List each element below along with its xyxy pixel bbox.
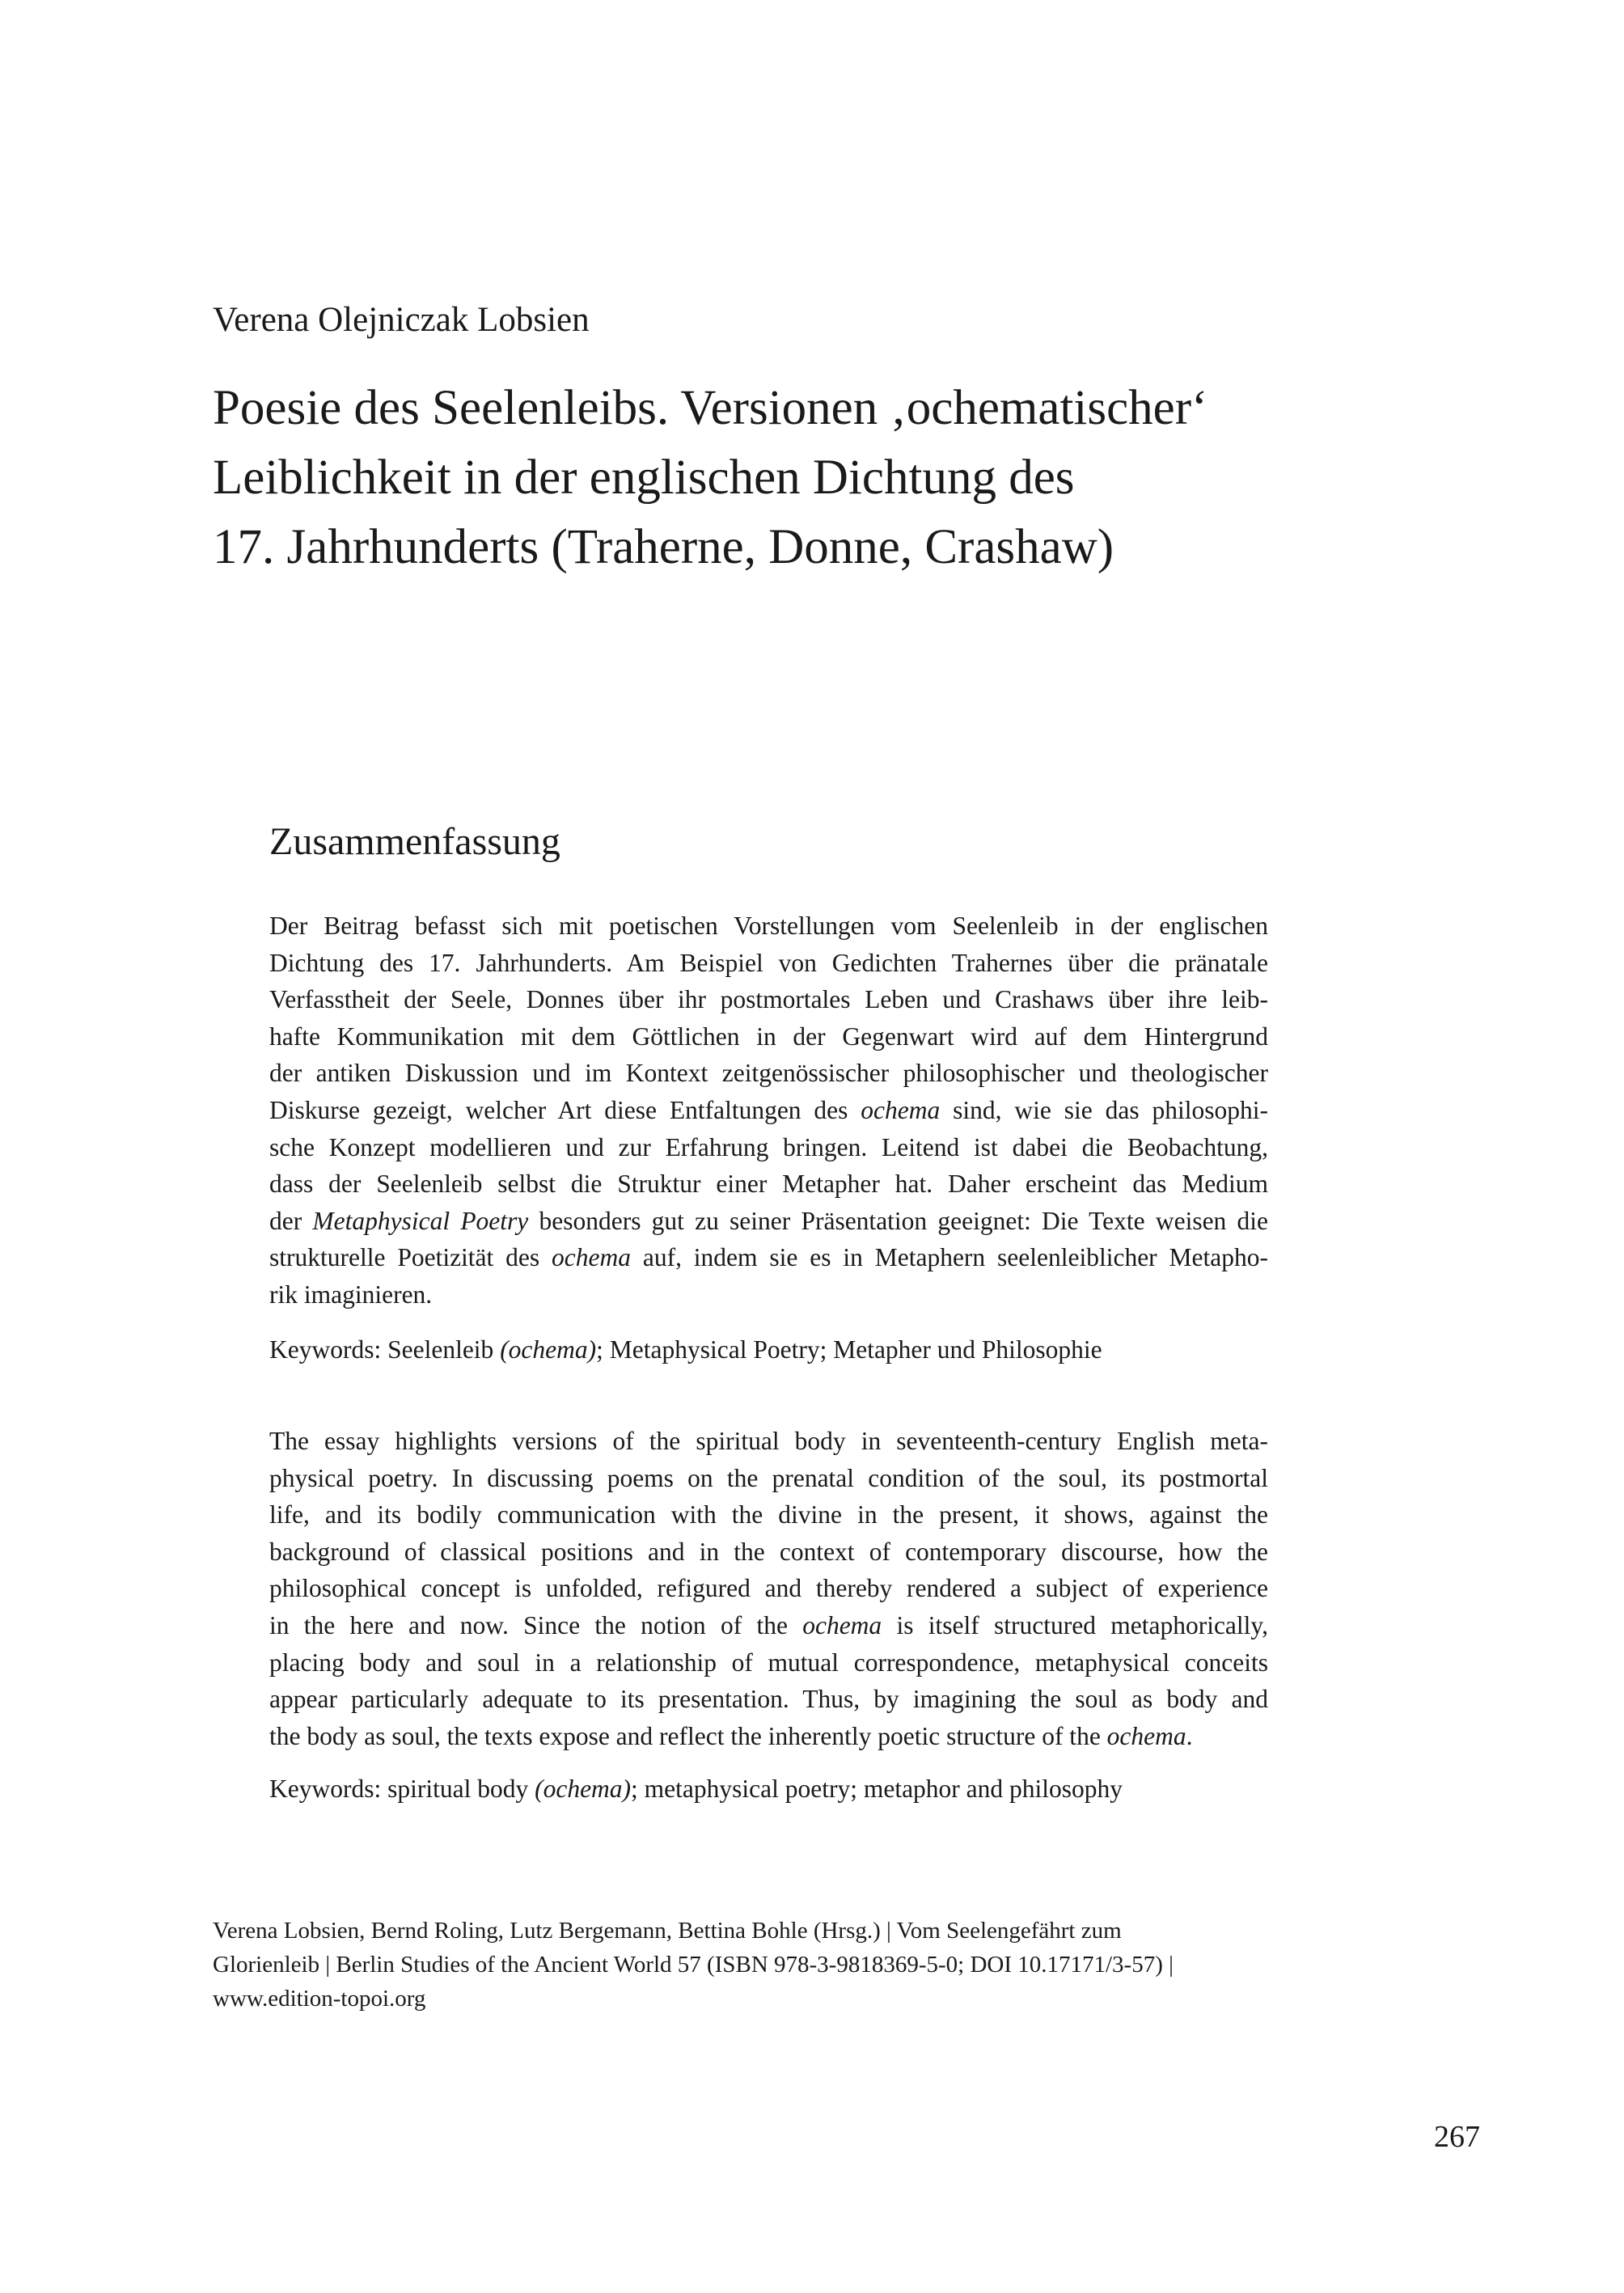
abstract-line: placing body and soul in a relationship of mutual correspondence, metaphysical conceits [269,1648,1268,1677]
keywords-german: Keywords: Seelenleib (ochema); Metaphysical Poetry; Metapher und Philosophie [269,1335,1102,1364]
abstract-line: in the here and now. Since the notion of the ochema is itself structured metaphorically, [269,1610,1268,1639]
italic-term: (ochema) [500,1335,597,1364]
abstract-line: appear particularly adequate to its presentation. Thus, by imagining the soul as body and [269,1685,1268,1714]
abstract-line: physical poetry. In discussing poems on the prenatal condition of the soul, its postmortal [269,1463,1268,1492]
citation-line: Glorienleib | Berlin Studies of the Ancient World 57 (ISBN 978-3-9818369-5-0; DOI 10.17171/3-57) | [213,1952,1174,1978]
abstract-line: hafte Kommunikation mit dem Göttlichen in der Gegenwart wird auf dem Hintergrund [269,1022,1268,1051]
italic-term: ochema [1106,1721,1186,1750]
title-line: 17. Jahrhunderts (Traherne, Donne, Crashaw) [213,520,1114,574]
italic-term: ochema [802,1610,882,1639]
abstract-line: Verfasstheit der Seele, Donnes über ihr postmortales Leben und Crashaws über ihre leib- [269,985,1268,1014]
citation-line: Verena Lobsien, Bernd Roling, Lutz Bergemann, Bettina Bohle (Hrsg.) | Vom Seelengefährt zum [213,1918,1122,1944]
citation-url: www.edition-topoi.org [213,1986,426,2012]
abstract-line: Der Beitrag befasst sich mit poetischen Vorstellungen vom Seelenleib in der englischen [269,912,1268,940]
abstract-line: strukturelle Poetizität des ochema auf, indem sie es in Metaphern seelenleiblicher Metapho- [269,1243,1268,1272]
abstract-line: der antiken Diskussion und im Kontext zeitgenössischer philosophischer und theologischer [269,1059,1268,1088]
title-line: Poesie des Seelenleibs. Versionen ‚ochematischer‘ [213,381,1208,435]
page-number: 267 [1434,2120,1480,2154]
abstract-line: rik imaginieren. [269,1280,433,1309]
italic-term: ochema [861,1095,941,1124]
abstract-german [269,907,1268,1314]
abstract-english [269,1423,1268,1754]
article-title [213,374,1491,582]
keywords-english: Keywords: spiritual body (ochema); metaphysical poetry; metaphor and philosophy [269,1775,1123,1803]
abstract-line: der Metaphysical Poetry besonders gut zu seiner Präsentation geeignet: Die Texte weisen die [269,1206,1268,1235]
abstract-line: Diskurse gezeigt, welcher Art diese Entfaltungen des ochema sind, wie sie das philosophi- [269,1095,1268,1124]
abstract-line: sche Konzept modellieren und zur Erfahrung bringen. Leitend ist dabei die Beobachtung, [269,1132,1268,1161]
abstract-line: Dichtung des 17. Jahrhunderts. Am Beispiel von Gedichten Trahernes über die pränatale [269,948,1268,977]
abstract-line: life, and its bodily communication with the divine in the present, it shows, against the [269,1500,1268,1529]
title-line: Leiblichkeit in der englischen Dichtung des [213,451,1075,505]
abstract-line: the body as soul, the texts expose and reflect the inherently poetic structure of the ochema. [269,1721,1193,1750]
italic-term: (ochema) [535,1775,632,1803]
italic-term: Metaphysical Poetry [312,1206,529,1235]
section-heading-zusammenfassung: Zusammenfassung [269,820,560,863]
abstract-line: philosophical concept is unfolded, refigured and thereby rendered a subject of experience [269,1574,1268,1603]
abstract-line: dass der Seelenleib selbst die Struktur einer Metapher hat. Daher erscheint das Medium [269,1170,1268,1199]
citation-footer [213,1914,1280,2016]
abstract-line: background of classical positions and in the context of contemporary discourse, how the [269,1537,1268,1566]
author-name: Verena Olejniczak Lobsien [213,301,590,339]
abstract-line: The essay highlights versions of the spiritual body in seventeenth-century English meta- [269,1427,1268,1455]
italic-term: ochema [552,1243,631,1272]
